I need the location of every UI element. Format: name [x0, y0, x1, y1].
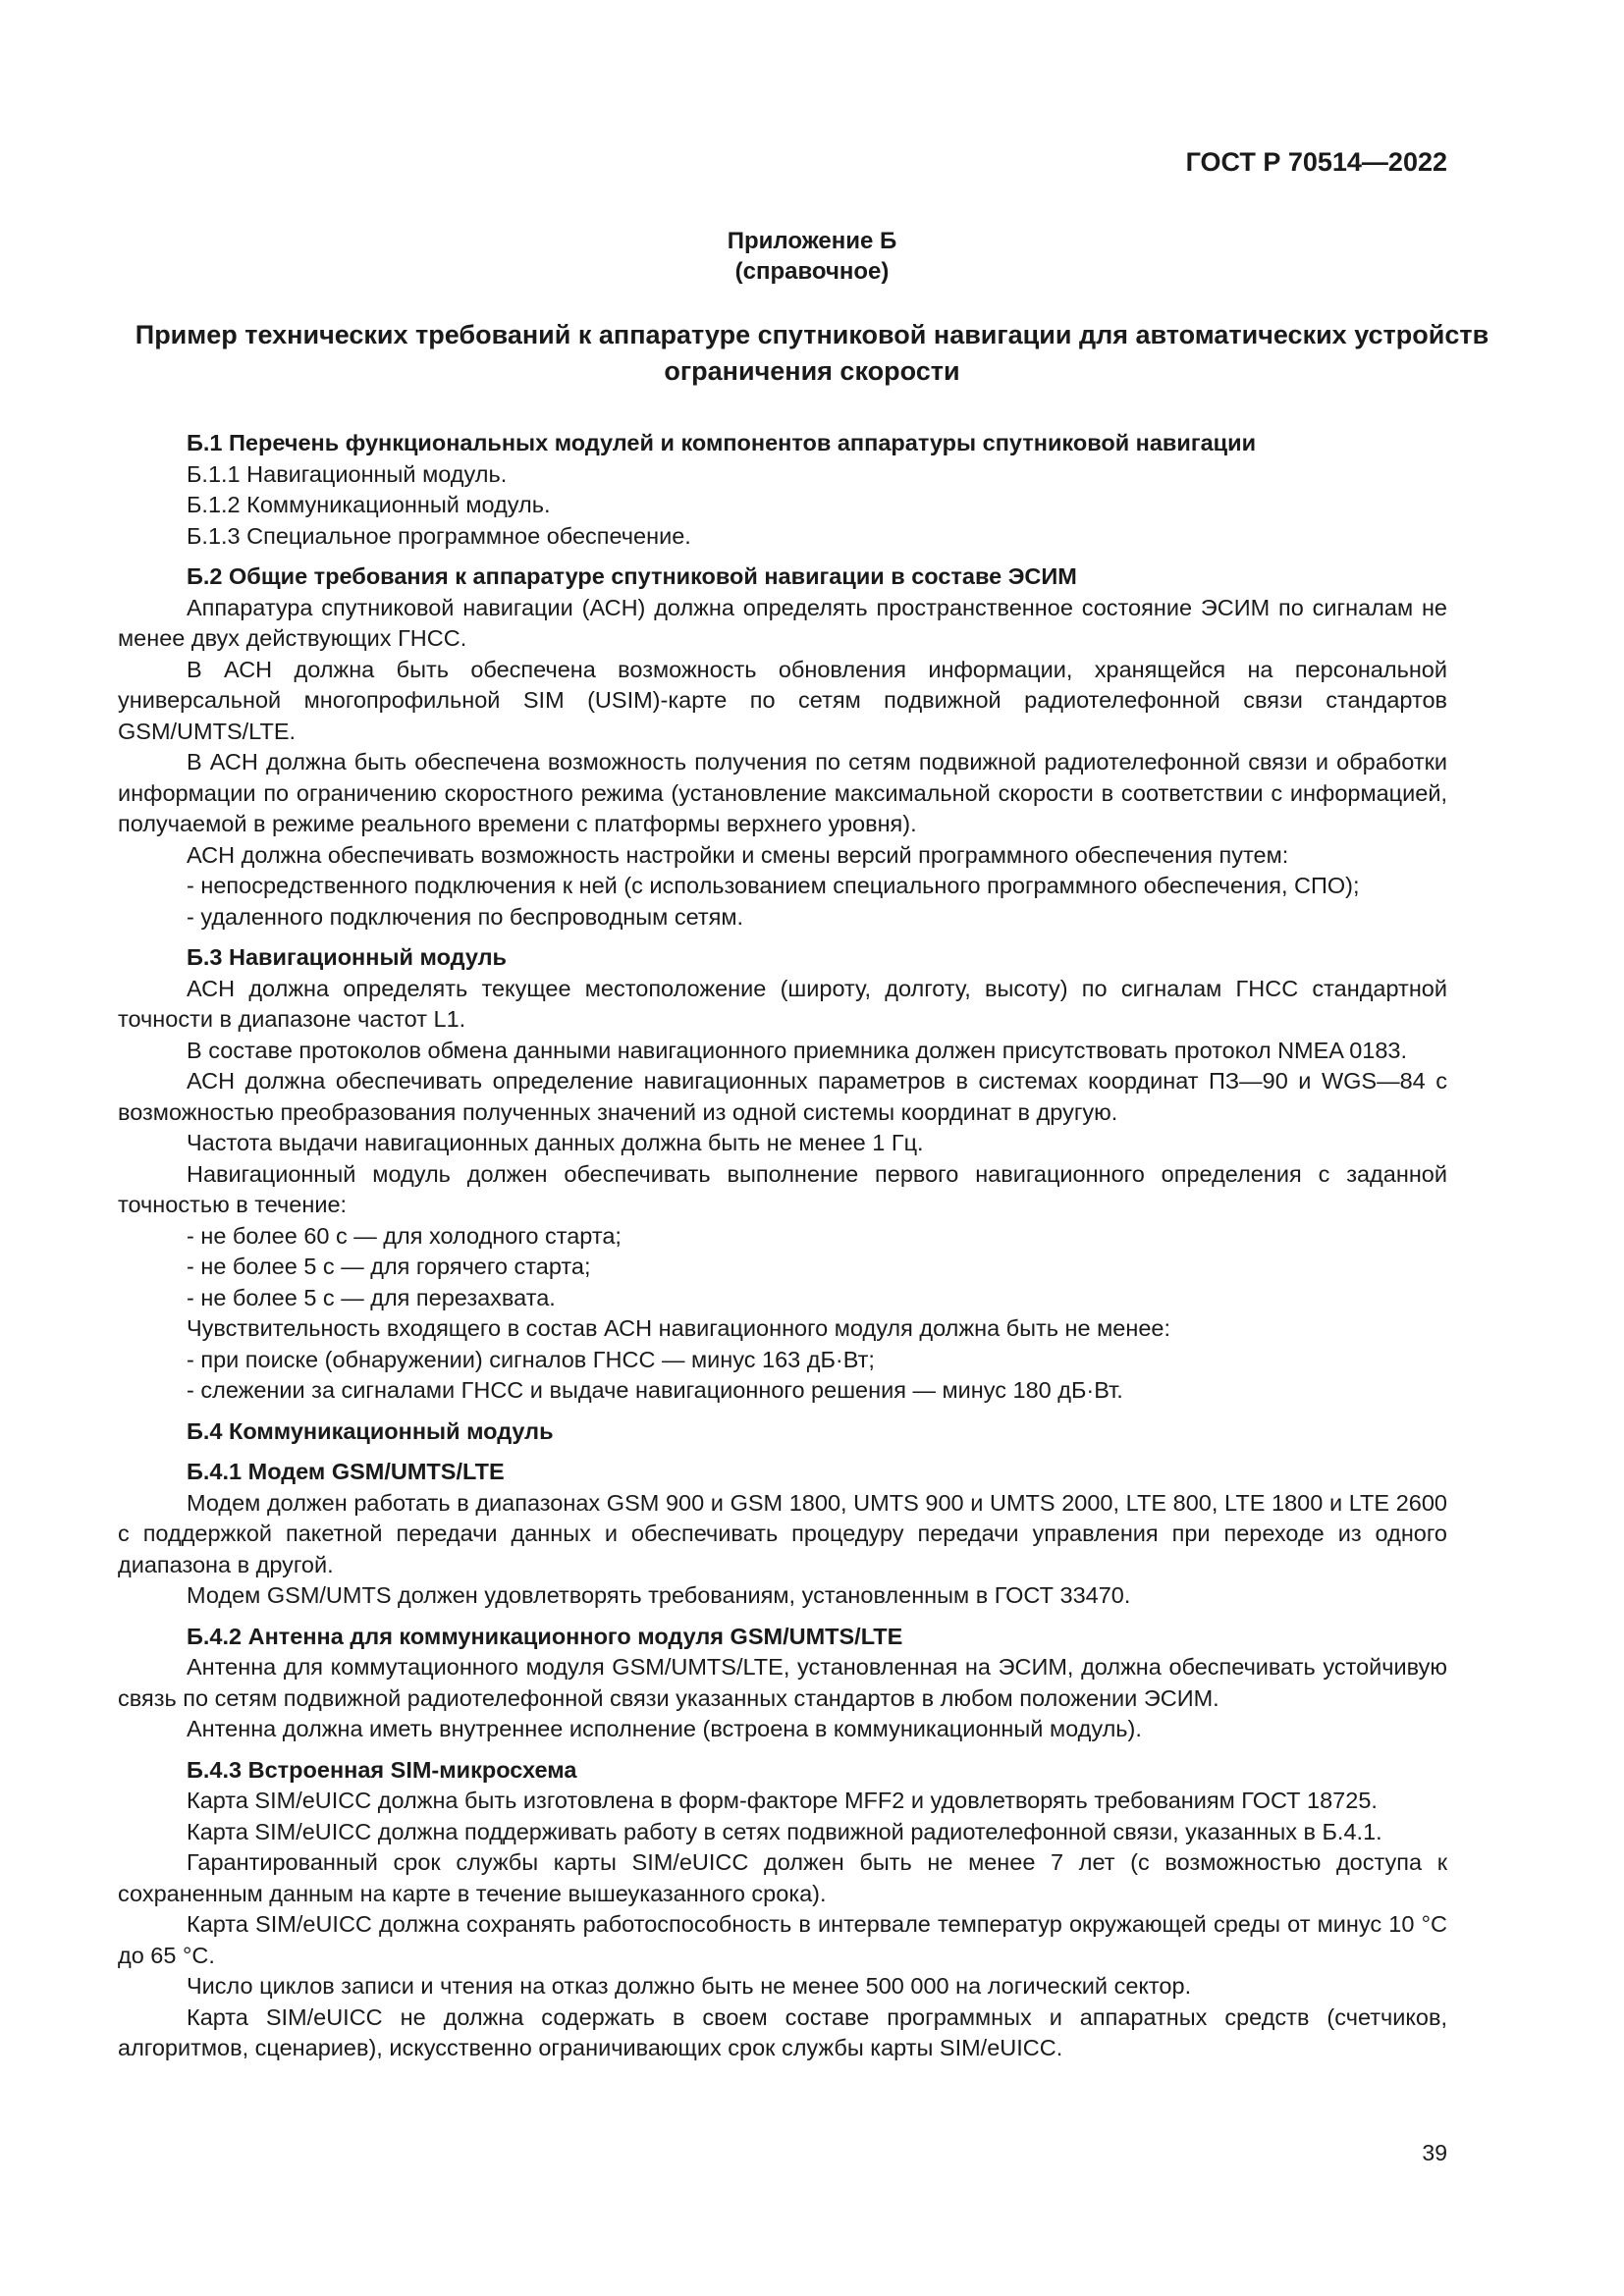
main-title: Пример технических требований к аппаратуре спутниковой навигации для автоматических устройств ограничения скорости: [135, 320, 1489, 386]
paragraph: В АСН должна быть обеспечена возможность обновления информации, хранящейся на персональной универсальной многопрофильной SIM (USIM)-карте по сетям подвижной радиотелефонной связи стандартов GSM/UMTS/LTE.: [118, 656, 1447, 744]
page-number: 39: [1422, 2140, 1447, 2165]
paragraph: - непосредственного подключения к ней (с использованием специального программного обеспечения, СПО);: [187, 873, 1360, 898]
section-heading: Б.2 Общие требования к аппаратуре спутниковой навигации в составе ЭСИМ: [187, 563, 1077, 589]
paragraph: Гарантированный срок службы карты SIM/eUICC должен быть не менее 7 лет (с возможностью доступа к сохраненным данным на карте в течение вышеуказанного срока).: [118, 1849, 1447, 1906]
paragraph: - не более 5 с — для перезахвата.: [187, 1284, 556, 1310]
paragraph: Навигационный модуль должен обеспечивать выполнение первого навигационного определения с заданной точностью в течение:: [118, 1160, 1447, 1217]
paragraph: Модем должен работать в диапазонах GSM 900 и GSM 1800, UMTS 900 и UMTS 2000, LTE 800, LTE 1800 и LTE 2600 с поддержкой пакетной передачи данных и обеспечивать процедуру передачи управления при переходе из одного диапазона в другой.: [118, 1489, 1447, 1577]
document-body: [118, 428, 1447, 2064]
section-heading: Б.4.1 Модем GSM/UMTS/LTE: [187, 1459, 505, 1484]
section-heading: Б.1 Перечень функциональных модулей и компонентов аппаратуры спутниковой навигации: [187, 430, 1257, 455]
paragraph: Аппаратура спутниковой навигации (АСН) должна определять пространственное состояние ЭСИМ по сигналам не менее двух действующих ГНСС.: [118, 594, 1447, 651]
paragraph: В составе протоколов обмена данными навигационного приемника должен присутствовать протокол NMEA 0183.: [187, 1037, 1408, 1063]
paragraph: - не более 60 с — для холодного старта;: [187, 1222, 622, 1249]
paragraph: - не более 5 с — для горячего старта;: [187, 1254, 591, 1279]
appendix-type: (справочное): [734, 258, 890, 285]
section-heading: Б.4.3 Встроенная SIM-микросхема: [187, 1756, 577, 1783]
paragraph: Б.1.3 Специальное программное обеспечение.: [187, 522, 691, 549]
section-heading: Б.4 Коммуникационный модуль: [187, 1417, 554, 1444]
paragraph: Б.1.1 Навигационный модуль.: [187, 460, 508, 487]
paragraph: В АСН должна быть обеспечена возможность получения по сетям подвижной радиотелефонной связи и обработки информации по ограничению скоростного режима (установление максимальной скорости в соответствии с информацией, получаемой в режиме реального времени с платформы верхнего уровня).: [118, 749, 1447, 836]
paragraph: Карта SIM/eUICC должна быть изготовлена в форм-факторе MFF2 и удовлетворять требованиям ГОСТ 18725.: [187, 1788, 1378, 1813]
paragraph: - удаленного подключения по беспроводным сетям.: [187, 903, 744, 930]
paragraph: АСН должна обеспечивать возможность настройки и смены версий программного обеспечения путем:: [187, 841, 1289, 868]
paragraph: Карта SIM/eUICC должна поддерживать работу в сетях подвижной радиотелефонной связи, указанных в Б.4.1.: [187, 1818, 1382, 1844]
appendix-title: Приложение Б: [727, 228, 897, 254]
paragraph: Б.1.2 Коммуникационный модуль.: [187, 492, 551, 517]
section-heading: Б.3 Навигационный модуль: [187, 944, 507, 970]
paragraph: Карта SIM/eUICC должна сохранять работоспособность в интервале температур окружающей среды от минус 10 °C до 65 °C.: [118, 1911, 1447, 1968]
document-code: ГОСТ Р 70514—2022: [1185, 147, 1447, 177]
paragraph: - слежении за сигналами ГНСС и выдаче навигационного решения — минус 180 дБ·Вт.: [187, 1377, 1123, 1403]
paragraph: АСН должна определять текущее местоположение (широту, долготу, высоту) по сигналам ГНСС стандартной точности в диапазоне частот L1.: [118, 975, 1447, 1032]
paragraph: Число циклов записи и чтения на отказ должно быть не менее 500 000 на логический сектор.: [187, 1973, 1192, 1999]
paragraph: - при поиске (обнаружении) сигналов ГНСС — минус 163 дБ·Вт;: [187, 1346, 875, 1372]
paragraph: Чувствительность входящего в состав АСН навигационного модуля должна быть не менее:: [187, 1315, 1170, 1341]
appendix-heading: [0, 226, 1624, 287]
paragraph: Карта SIM/eUICC не должна содержать в своем составе программных и аппаратных средств (счетчиков, алгоритмов, сценариев), искусственно ограничивающих срок службы карты SIM/eUICC.: [118, 2003, 1447, 2060]
paragraph: Антенна для коммутационного модуля GSM/UMTS/LTE, установленная на ЭСИМ, должна обеспечивать устойчивую связь по сетям подвижной радиотелефонной связи указанных стандартов в любом положении ЭСИМ.: [118, 1654, 1447, 1711]
paragraph: Частота выдачи навигационных данных должна быть не менее 1 Гц.: [187, 1130, 924, 1155]
paragraph: Антенна должна иметь внутреннее исполнение (встроена в коммуникационный модуль).: [187, 1716, 1142, 1741]
section-heading: Б.4.2 Антенна для коммуникационного модуля GSM/UMTS/LTE: [187, 1623, 903, 1649]
paragraph: АСН должна обеспечивать определение навигационных параметров в системах координат ПЗ—90 и WGS—84 с возможностью преобразования полученных значений из одной системы координат в другую.: [118, 1068, 1447, 1125]
paragraph: Модем GSM/UMTS должен удовлетворять требованиям, установленным в ГОСТ 33470.: [187, 1582, 1131, 1608]
